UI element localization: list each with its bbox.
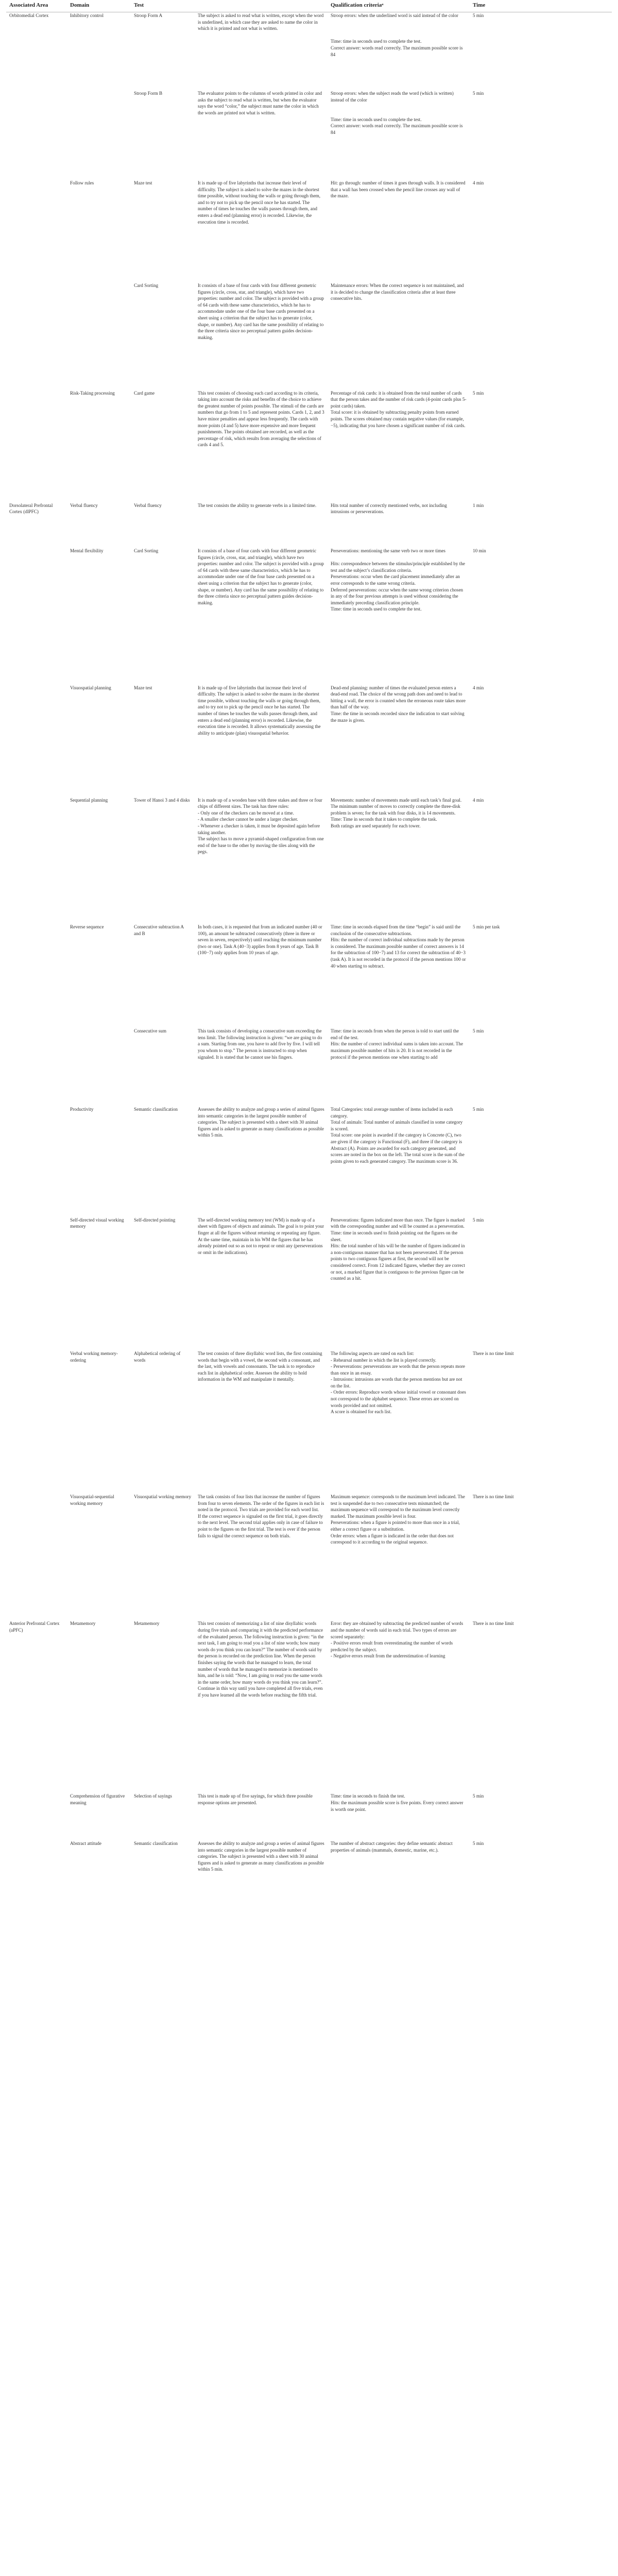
description-cell: This test consists of memorizing a list of nine disyllabic words during five trials and comparing it with the predicted performance of the evaluated person. The following instruction is given: “in the next task, I am going to read you a list of nine words; how many words do you think you can learn?” The number of words said by the person is recorded on the prediction line. When the person finishes saying the words that he managed to learn, the total number of words that he managed to memorize is mentioned to him, and he is told: “Now, I am going to read you the same words in the same order, how many words do you think you can learn?”. Continue in this way until you have completed all five trials, even if you have learned all the words before reaching the fifth trial. bbox=[198, 1621, 324, 1698]
domain-cell bbox=[67, 1028, 131, 1106]
table-row bbox=[6, 924, 612, 1028]
table-row bbox=[6, 502, 612, 548]
description-cell: It is made up of five labyrinths that increase their level of difficulty. The subject is asked to solve the mazes in the shortest time possible, without touching the walls or going through them, and to try not to pick up the pencil once he has started. The number of times he touches the walls passes through them, and enters a dead end (planning error) is recorded. Likewise, the execution time is recorded. It allows systematically assessing the ability to anticipate (plan) visuospatial behavior. bbox=[198, 685, 321, 736]
qualification-cell: Perseverations: figures indicated more than once. The figure is marked with the corresponding number and will be counted as a perseveration. Time: time in seconds used to finish pointing out the figures on the sheet. Hits: the total number of hits will be the number of figures indicated in a non-contiguous manner that has not been perseverated. If the person points to two contiguous figures at first, the second will not be considered correct. From 12 indicated figures, whether they are correct or not, a marked figure that is contiguous to the previous figure can be counted as a hit. bbox=[331, 1217, 465, 1281]
domain-cell: Visuospatial-sequential working memory bbox=[70, 1494, 114, 1506]
area-cell bbox=[6, 1028, 67, 1106]
domain-cell: Follow rules bbox=[70, 180, 94, 185]
time-cell: There is no time limit bbox=[473, 1621, 514, 1626]
description-cell: In both cases, it is requested that from an indicated number (40 or 100), an amount be subtracted consecutively (three in three or seven in seven, respectively) until reaching the minimum number (two or one). Task A (40−3) applies from 8 years of age. Task B (100−7) only applies from 10 years of age. bbox=[198, 924, 322, 956]
area-cell bbox=[6, 90, 67, 180]
header-test: Test bbox=[131, 0, 195, 12]
domain-cell: Inhibitory control bbox=[67, 12, 131, 91]
time-cell: 5 min bbox=[473, 1028, 484, 1034]
test-cell: Card Sorting bbox=[134, 548, 159, 554]
criteria-table bbox=[6, 0, 612, 1909]
time-cell: There is no time limit bbox=[473, 1494, 514, 1499]
test-cell: Stroop Form B bbox=[134, 91, 163, 96]
domain-cell: Verbal working memory-ordering bbox=[70, 1350, 118, 1363]
table-header-row bbox=[6, 0, 612, 12]
qualification-cell: Movements: number of movements made until each task’s final goal. The minimum number of moves to correctly complete the three-disk problem is seven; for the task with four disks, it is 14 movements. Time: Time in seconds that it takes to complete the task. Both ratings are used separately for each tower. bbox=[331, 797, 462, 828]
table-row bbox=[6, 390, 612, 502]
table-row bbox=[6, 1217, 612, 1350]
time-cell: 5 min bbox=[473, 1793, 484, 1799]
time-cell: There is no time limit bbox=[473, 1350, 514, 1356]
test-cell: Maze test bbox=[134, 180, 152, 185]
table-row bbox=[6, 685, 612, 797]
domain-cell: Abstract attitude bbox=[70, 1841, 101, 1846]
description-cell: This test is made up of five sayings, for which three possible response options are presented. bbox=[198, 1793, 313, 1806]
table-row bbox=[6, 797, 612, 924]
test-cell: Semantic classification bbox=[134, 1841, 178, 1846]
time-cell: 10 min bbox=[473, 548, 486, 554]
qualification-cell: Dead-end planning: number of times the evaluated person enters a dead-end road. The choice of the wrong path does and need to lead to hitting a wall, the error is counted when the erroneous route takes more than half of the way. Time: the time in seconds recorded since the indication to start solving the maze is given. bbox=[331, 685, 466, 723]
qualification-cell: Stroop errors: when the underlined word is said instead of the color Time: time in seconds used to complete the test. Correct answer: words read correctly. The maximum possible score is 84 bbox=[328, 12, 470, 91]
qualification-cell: Maintenance errors: When the correct sequence is not maintained, and it is decided to change the classification criteria after at least three consecutive hits. bbox=[331, 283, 464, 301]
table-row bbox=[6, 1840, 612, 1909]
area-cell bbox=[6, 1793, 67, 1840]
domain-cell bbox=[67, 282, 131, 390]
domain-cell bbox=[67, 90, 131, 180]
area-cell bbox=[6, 1494, 67, 1620]
area-cell bbox=[6, 1106, 67, 1217]
time-cell: 5 min bbox=[473, 1841, 484, 1846]
domain-cell: Visuospatial planning bbox=[70, 685, 111, 690]
description-cell: It is made up of a wooden base with three stakes and three or four chips of different sizes. The task has three rules: - Only one of the checkers can be moved at a time. - A smaller checker cannot be under a larger checker. - Whenever a checker is taken, it must be deposited again before taking another. The subject has to move a pyramid-shaped configuration from one end of the base to the other by moving the tiles along with the pegs. bbox=[198, 797, 324, 855]
qualification-cell: Perseverations: mentioning the same verb two or more times Hits: correspondence between the stimulus/principle established by the test and the subject’s classification criteria. Perseverations: occur when the card placement immediately after an error corresponds to the same wrong criteria. Deferred perseverations: occur when the same wrong criterion chosen in any of the four previous attempts is used without considering the immediately preceding classification principle. Time: time in seconds used to complete the test. bbox=[331, 548, 466, 612]
table-row bbox=[6, 1793, 612, 1840]
area-cell: Dorsolateral Prefrontal Cortex (dlPFC) bbox=[9, 502, 53, 515]
time-cell: 5 min bbox=[473, 91, 484, 96]
test-cell: Visuospatial working memory bbox=[134, 1494, 192, 1499]
area-cell bbox=[6, 1840, 67, 1909]
qualification-cell: Time: time in seconds from when the person is told to start until the end of the test. Hits: the number of correct individual sums is taken into account. The maximum possible number of hits is 20. It is not recorded in the protocol if the person mentions one when starting to add bbox=[331, 1028, 464, 1060]
test-cell: Verbal fluency bbox=[134, 502, 162, 508]
description-cell: The subject is asked to read what is written, except when the word is underlined, in which case they are asked to name the color in which it is printed and not what is written. bbox=[195, 12, 328, 91]
domain-cell: Risk-Taking processing bbox=[70, 390, 115, 396]
table-row bbox=[6, 1106, 612, 1217]
table-row bbox=[6, 1350, 612, 1494]
header-time: Time bbox=[470, 0, 612, 12]
area-cell bbox=[6, 1350, 67, 1494]
test-cell: Card Sorting bbox=[134, 283, 159, 289]
domain-cell: Self-directed visual working memory bbox=[70, 1217, 124, 1229]
test-cell: Semantic classification bbox=[134, 1106, 178, 1112]
description-cell: Assesses the ability to analyze and group a series of animal figures into semantic categories in the largest possible number of categories. The subject is presented with a sheet with 30 animal figures and is asked to generate as many classifications as possible within 5 min. bbox=[198, 1841, 324, 1872]
domain-cell: Reverse sequence bbox=[70, 924, 104, 930]
time-cell: 4 min bbox=[473, 685, 484, 690]
time-cell: 4 min bbox=[473, 180, 484, 185]
description-cell: It consists of a base of four cards with four different geometric figures (circle, cross, star, and triangle), which have two properties: number and color. The subject is provided with a group of 64 cards with these same characteristics, which he has to accommodate under one of the four base cards presented on a sheet using a criterion that the subject has to generate (color, shape, or number). Any card has the same possibility of relating to the three criteria since no perceptual pattern guides decision-making. bbox=[198, 283, 324, 340]
area-cell bbox=[6, 1217, 67, 1350]
time-cell: 1 min bbox=[473, 502, 484, 508]
area-cell bbox=[6, 924, 67, 1028]
area-cell bbox=[6, 390, 67, 502]
qualification-cell: Hits total number of correctly mentioned verbs, not including intrusions or perseverations. bbox=[331, 502, 447, 515]
time-cell: 5 min bbox=[473, 390, 484, 396]
area-cell: Orbitomedial Cortex bbox=[6, 12, 67, 91]
area-cell bbox=[6, 797, 67, 924]
header-associated-area: Associated Area bbox=[6, 0, 67, 12]
test-cell: Stroop Form A bbox=[131, 12, 195, 91]
test-cell: Self-directed pointing bbox=[134, 1217, 176, 1223]
domain-cell: Comprehension of figurative meaning bbox=[70, 1793, 125, 1806]
description-cell: The test consists the ability to generate verbs in a limited time. bbox=[198, 502, 317, 508]
qualification-cell: Error: they are obtained by subtracting the predicted number of words and the number of words said in each trial. Two types of errors are scored separately: - Positive errors result from overestimating the number of words predicted by the subject. - Negative errors result from the underestimation of learning bbox=[331, 1621, 464, 1659]
time-cell bbox=[470, 282, 612, 390]
area-cell bbox=[6, 548, 67, 684]
area-cell bbox=[6, 685, 67, 797]
table-row bbox=[6, 90, 612, 180]
area-cell bbox=[6, 180, 67, 282]
qualification-cell: Hit: go through: number of times it goes through walls. It is considered that a wall has been crossed when the pencil line crosses any wall of the maze. bbox=[331, 180, 466, 199]
area-cell: Anterior Prefrontal Cortex (aPFC) bbox=[9, 1621, 60, 1633]
time-cell: 5 min bbox=[473, 1106, 484, 1112]
time-cell: 5 min bbox=[470, 12, 612, 91]
table-row bbox=[6, 1028, 612, 1106]
table-row bbox=[6, 1620, 612, 1793]
description-cell: The test consists of three disyllabic word lists, the first containing words that begin with a vowel, the second with a consonant, and the last, with vowels and consonants. The task is to reproduce each list in alphabetical order. Assesses the ability to hold information in the WM and manipulate it mentally. bbox=[198, 1350, 322, 1382]
table-body bbox=[6, 12, 612, 1909]
header-description bbox=[195, 0, 328, 12]
qualification-cell: Maximum sequence: corresponds to the maximum level indicated. The test is suspended due to two consecutive tests mismatched; the maximum sequence will correspond to the maximum level correctly marked. The maximum possible level is four. Perseverations: when a figure is pointed to more than once in a trial, either a correct figure or a substitution. Order errors: when a figure is indicated in the order that does not correspond to it according to the original sequence. bbox=[331, 1494, 465, 1545]
qualification-cell: Stroop errors: when the subject reads the word (which is written) instead of the color Time: time in seconds used to complete the test. Correct answer: words read correctly. The maximum possible score is 84 bbox=[331, 91, 463, 135]
domain-cell: Productivity bbox=[70, 1106, 94, 1112]
header-qualification-criteria: Qualification criteriaᵃ bbox=[328, 0, 470, 12]
qualification-cell: Percentage of risk cards: it is obtained from the total number of cards that the person takes and the number of risk cards (4-point cards plus 5-point cards) taken. Total score: it is obtained by subtracting penalty points from earned points. The scores obtained may contain negative values (for example, −5), indicating that you have chosen a significant number of risk cards. bbox=[331, 390, 467, 428]
time-cell: 5 min per task bbox=[473, 924, 500, 930]
description-cell: It consists of a base of four cards with four different geometric figures (circle, cross, star, and triangle), which have two properties: number and color. The subject is provided with a group of 64 cards with these same characteristics, which he has to accommodate under one of the four base cards presented on a sheet using a criterion that the subject has to generate (color, shape, or number). Any card has the same possibility of relating to the three criteria since no perceptual pattern guides decision-making. bbox=[198, 548, 324, 605]
description-cell: It is made up of five labyrinths that increase their level of difficulty. The subject is asked to solve the mazes in the shortest time possible, without touching the walls or going through them, and to try not to pick up the pencil once he has started. The number of times he touches the walls passes through them, and enters a dead end (planning error) is recorded. Likewise, the execution time is recorded. bbox=[198, 180, 321, 225]
table-row bbox=[6, 180, 612, 282]
description-cell: The evaluator points to the columns of words printed in color and asks the subject to read what is written, but when the evaluator says the word “color,” the subject must name the color in which the words are printed not what is written. bbox=[198, 91, 322, 115]
test-cell: Consecutive sum bbox=[134, 1028, 167, 1034]
table-row bbox=[6, 548, 612, 684]
domain-cell: Metamemory bbox=[70, 1621, 96, 1626]
time-cell: 5 min bbox=[473, 1217, 484, 1223]
test-cell: Metamemory bbox=[134, 1621, 160, 1626]
table-row bbox=[6, 282, 612, 390]
description-cell: This task consists of developing a consecutive sum exceeding the tens limit. The following instruction is given: “we are going to do a sum. Starting from one, you have to add five by five. I will tell you whom to stop.” The person is instructed to stop when signaled. It is stated that he cannot use his fingers. bbox=[198, 1028, 322, 1060]
table-row bbox=[6, 1494, 612, 1620]
qualification-cell: Time: time in seconds elapsed from the time “begin” is said until the conclusion of the consecutive subtractions. Hits: the number of correct individual subtractions made by the person is considered. The maximum possible number of correct answers is 14 for the subtraction of 100−7) and 13 for correct the subtraction of 40−3 (task A). It is not recorded in the protocol if the person mentions 100 or 40 when starting to subtract. bbox=[331, 924, 466, 969]
area-cell bbox=[6, 282, 67, 390]
domain-cell: Verbal fluency bbox=[70, 502, 98, 508]
header-domain: Domain bbox=[67, 0, 131, 12]
test-cell: Card game bbox=[134, 390, 155, 396]
qualification-cell: Total Categories: total average number of items included in each category. Total of animals: Total number of animals classified in some category is scored. Total score: one point is awarded if the category is Concrete (C), two are given if the category is Functional (F), and three if the category is Abstract (A). Points are awarded for each category generated, and scores are noted in the box on the left. The total score is the sum of the points given to each generated category. The maximum score is 36. bbox=[331, 1106, 465, 1164]
test-cell: Selection of sayings bbox=[134, 1793, 172, 1799]
domain-cell: Mental flexibility bbox=[70, 548, 104, 554]
test-cell: Maze test bbox=[134, 685, 152, 690]
description-cell: This test consists of choosing each card according to its criteria, taking into account the risks and benefits of the choice to achieve the greatest number of points possible. The stimuli of the cards are numbers that go from 1 to 5 and represent points. Cards 1, 2, and 3 have minor penalties and appear less frequently. The cards with more points (4 and 5) have more expensive and more frequent punishments. The points obtained are recorded, as well as the percentage of risk, which results from averaging the selections of cards 4 and 5. bbox=[198, 390, 324, 448]
test-cell: Alphabetical ordering of words bbox=[134, 1350, 181, 1363]
table-row bbox=[6, 12, 612, 91]
domain-cell: Sequential planning bbox=[70, 797, 108, 803]
description-cell: Assesses the ability to analyze and group a series of animal figures into semantic categories in the largest possible number of categories. The subject is presented with a sheet with 30 animal figures and is asked to generate as many classifications as possible within 5 min. bbox=[198, 1106, 324, 1138]
qualification-cell: The following aspects are rated on each list: - Rehearsal number in which the list is played correctly. - Perseverations: perseverations are words that the person repeats more than once in an essay. - Intrusions: intrusions are words that the person mentions but are not on the list. - Order errors: Reproduce words whose initial vowel or consonant does not correspond to the alphabet sequence. These errors are scored on words provided and not omitted. A score is obtained for each list. bbox=[331, 1350, 466, 1415]
qualification-cell: The number of abstract categories: they define semantic abstract properties of animals (mammals, domestic, marine, etc.). bbox=[331, 1841, 453, 1853]
test-cell: Consecutive subtraction A and B bbox=[134, 924, 184, 936]
time-cell: 4 min bbox=[473, 797, 484, 803]
description-cell: The task consists of four lists that increase the number of figures from four to seven elements. The order of the figures in each list is noted in the protocol. Two trials are provided for each word list. If the correct sequence is signaled on the first trial, it goes directly to the next level. The second trial applies only in case of failure to point to the figures on the first trial. The test is over if the person fails to signal the correct sequence on both trials. bbox=[198, 1494, 324, 1538]
test-cell: Tower of Hanoi 3 and 4 disks bbox=[134, 797, 190, 803]
qualification-cell: Time: time in seconds to finish the test. Hits: the maximum possible score is five points. Every correct answer is worth one point. bbox=[331, 1793, 464, 1812]
description-cell: The self-directed working memory test (WM) is made up of a sheet with figures of objects and animals. The goal is to point your finger at all the figures without returning or repeating any figure. At the same time, maintain in his WM the figures that he has already pointed out so as not to repeat or omit any (perseverations or omit in the indications). bbox=[198, 1217, 324, 1255]
